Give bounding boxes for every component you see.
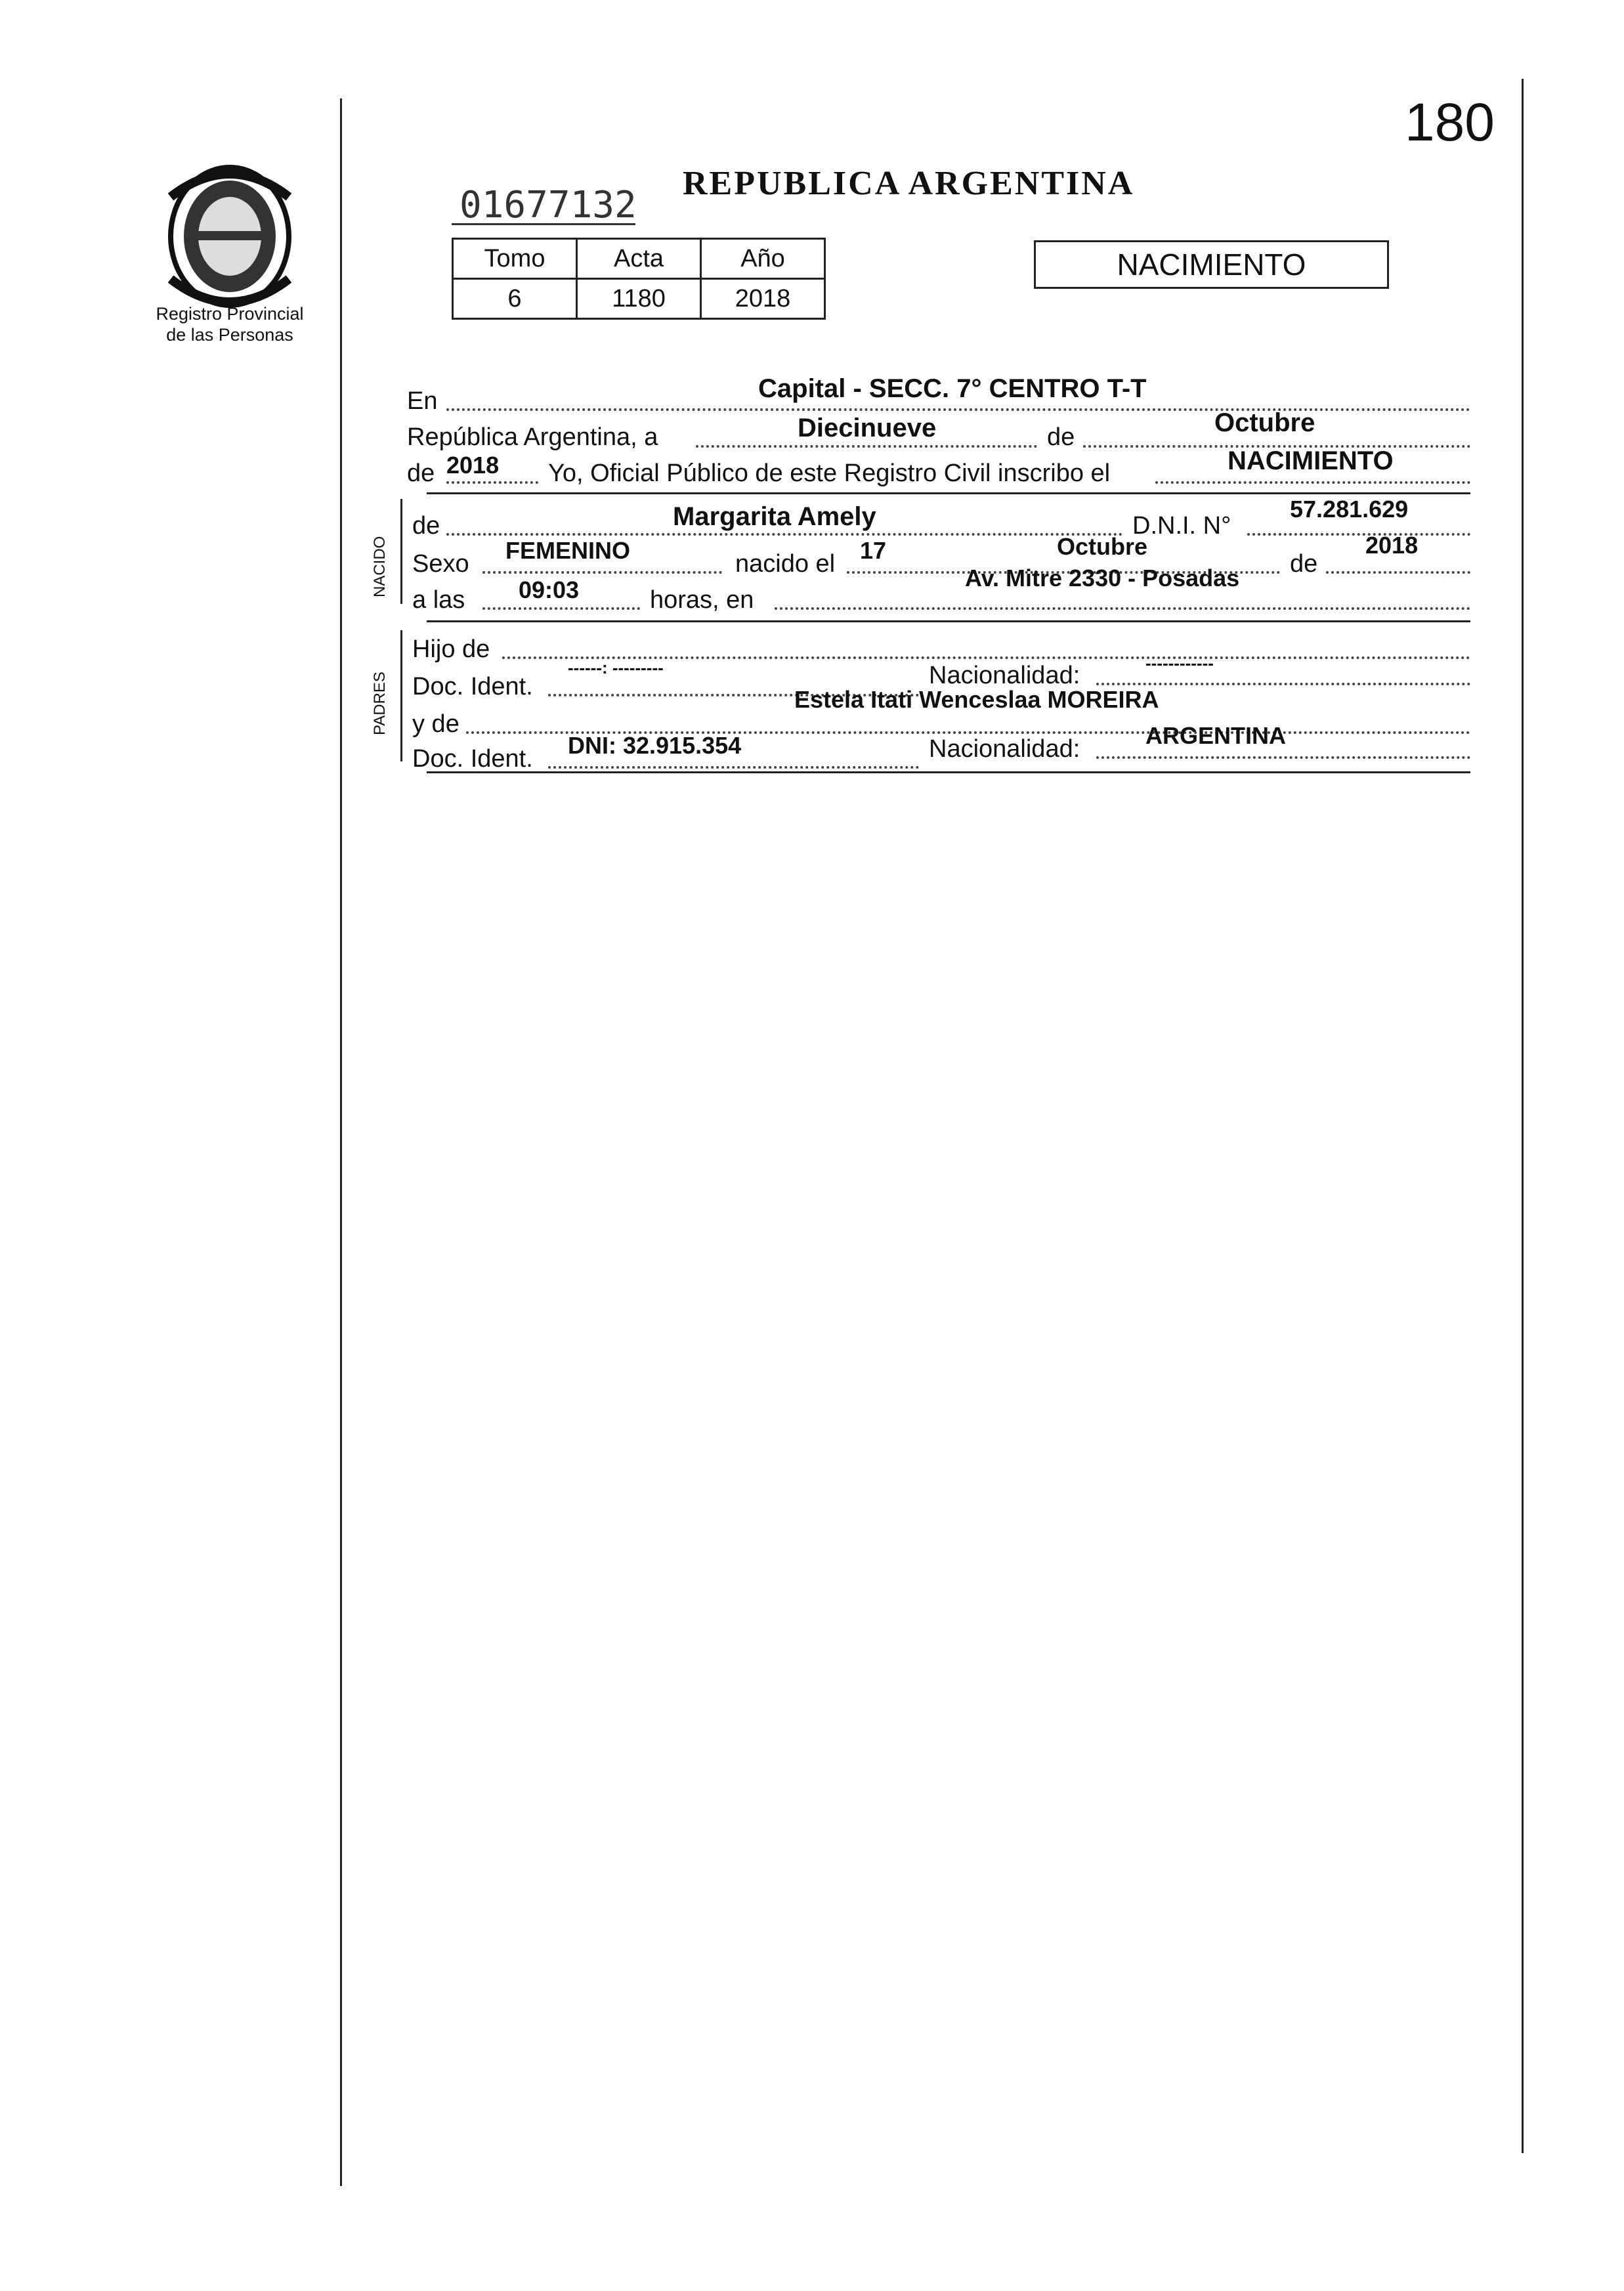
- mother-name: Estela Itati Wenceslaa MOREIRA: [794, 686, 1159, 713]
- nacido-section-label: NACIDO: [371, 536, 389, 597]
- birth-place: Av. Mitre 2330 - Posadas: [965, 565, 1240, 591]
- acta-header: Acta: [577, 239, 701, 279]
- place-dotted-line: [775, 607, 1470, 610]
- hijo-de-label: Hijo de: [412, 635, 490, 663]
- sexo-label: Sexo: [412, 550, 469, 578]
- nac1-dotted-line: [1096, 683, 1470, 685]
- year-dotted-line: [446, 481, 538, 484]
- nac2-dotted-line: [1096, 756, 1470, 759]
- separator-1: [427, 492, 1470, 494]
- month-value: Octubre: [1214, 408, 1315, 437]
- nacionalidad-label-1: Nacionalidad:: [929, 662, 1080, 689]
- left-margin-rule: [340, 98, 342, 2186]
- en-value: Capital - SECC. 7° CENTRO T-T: [758, 374, 1147, 403]
- de-label-2: de: [407, 460, 435, 487]
- nac1-value: ------------: [1145, 653, 1214, 673]
- separator-2: [427, 620, 1470, 622]
- child-dni: 57.281.629: [1290, 496, 1409, 523]
- tomo-header: Tomo: [453, 239, 577, 279]
- en-dotted-line: [446, 408, 1470, 411]
- act-value: NACIMIENTO: [1228, 446, 1394, 475]
- sexo-value: FEMENINO: [505, 537, 631, 564]
- nacionalidad-label-2: Nacionalidad:: [929, 735, 1080, 763]
- year-value: 2018: [446, 452, 500, 479]
- anio-value: 2018: [701, 279, 825, 319]
- birth-month: Octubre: [1057, 533, 1148, 560]
- dni-label: D.N.I. N°: [1132, 512, 1231, 540]
- day-value: Diecinueve: [798, 414, 937, 442]
- page-number: 180: [1405, 93, 1495, 152]
- birth-day: 17: [860, 537, 887, 564]
- separator-3: [427, 771, 1470, 773]
- sexo-dotted-line: [482, 571, 722, 574]
- serial-number: 01677132: [459, 184, 637, 226]
- registry-label: Registro Provincial de las Personas: [156, 304, 304, 345]
- padres-section-bar: [400, 630, 402, 761]
- record-table: [452, 238, 826, 320]
- nacido-section-bar: [400, 499, 402, 604]
- doc2-value: DNI: 32.915.354: [568, 732, 742, 759]
- doc-ident-label-1: Doc. Ident.: [412, 673, 533, 700]
- country-title: REPUBLICA ARGENTINA: [683, 165, 1135, 202]
- anio-header: Año: [701, 239, 825, 279]
- nacido-de-label: de: [412, 512, 440, 540]
- y-de-label: y de: [412, 710, 459, 738]
- day-dotted-line: [696, 445, 1037, 448]
- dni-dotted-line: [1247, 533, 1470, 536]
- time-dotted-line: [482, 607, 640, 610]
- padres-section-label: PADRES: [371, 672, 389, 735]
- serial-underline: [452, 223, 635, 225]
- de-label-1: de: [1047, 423, 1075, 451]
- horas-label: horas, en: [650, 586, 754, 614]
- birth-time: 09:03: [519, 576, 580, 603]
- a-las-label: a las: [412, 586, 465, 614]
- republica-label: República Argentina, a: [407, 423, 658, 451]
- en-label: En: [407, 387, 438, 415]
- birth-de-label: de: [1290, 550, 1318, 578]
- doc2-dotted-line: [548, 766, 919, 769]
- document-type-box: NACIMIENTO: [1034, 240, 1389, 289]
- birth-year: 2018: [1365, 532, 1419, 559]
- doc-ident-label-2: Doc. Ident.: [412, 745, 533, 773]
- acta-value: 1180: [577, 279, 701, 319]
- right-margin-rule: [1522, 79, 1524, 2153]
- provincial-coat-of-arms-logo: [158, 158, 302, 322]
- child-name: Margarita Amely: [673, 502, 876, 531]
- birth-year-dotted-line: [1326, 571, 1470, 574]
- nac2-value: ARGENTINA: [1145, 722, 1286, 749]
- name-dotted-line: [446, 533, 1122, 536]
- doc1-value: ------: ---------: [568, 658, 664, 677]
- act-dotted-line: [1155, 481, 1470, 484]
- tomo-value: 6: [453, 279, 577, 319]
- nacido-el-label: nacido el: [735, 550, 836, 578]
- oficial-text: Yo, Oficial Público de este Registro Civil inscribo el: [548, 460, 1111, 487]
